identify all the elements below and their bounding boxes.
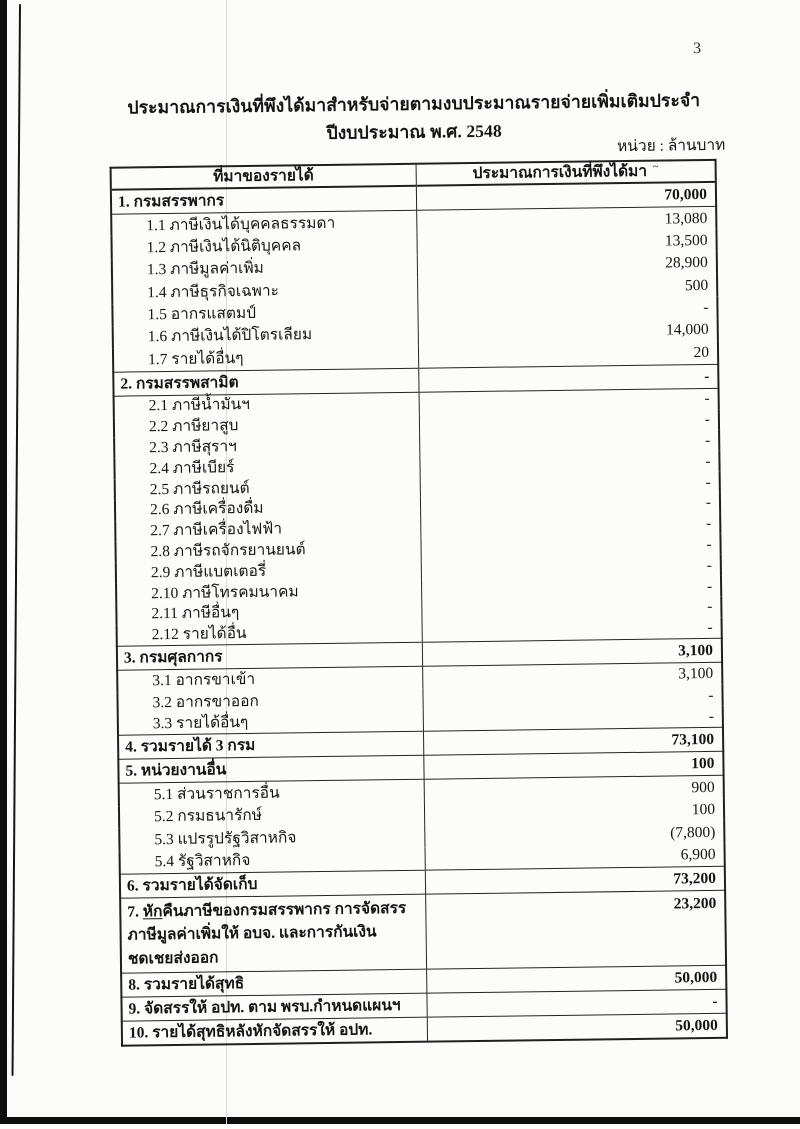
revenue-table <box>110 159 728 1047</box>
row-label: 2.5 ภาษีรถยนต์ <box>115 476 420 501</box>
column-header-source-label: ที่มาของรายได้ <box>213 167 314 186</box>
row-value: 500 <box>684 276 709 294</box>
row-value: (7,800) <box>670 823 716 842</box>
row-label: 5.4 รัฐวิสาหกิจ <box>120 847 425 874</box>
row-label: 7. หักคืนภาษีของกรมสรรพากร การจัดสรรภาษีมูลค่าเพิ่มให้ อบจ. และการกันเงินชดเชยส่งออก <box>120 894 426 973</box>
row-label: 2.1 ภาษีน้ำมันฯ <box>114 392 419 417</box>
row-value: 100 <box>423 751 723 779</box>
row-label: 9. จัดสรรให้ อปท. ตาม พรบ.กำหนดแผนฯ <box>121 993 426 1021</box>
row-label: 3.1 อากรขาเข้า <box>117 667 422 693</box>
row-label: 2.12 รายได้อื่น <box>117 621 422 646</box>
row-label: 3.2 อากรขาออก <box>117 688 422 713</box>
row-value: - <box>704 411 711 429</box>
row-value: 73,100 <box>423 727 723 755</box>
row-label: 2.8 ภาษีรถจักรยานยนต์ <box>115 538 420 563</box>
row-label: 6. รวมรายได้จัดเก็บ <box>120 870 425 898</box>
row-label: 2.10 ภาษีโทรคมนาคม <box>116 580 421 605</box>
row-value: - <box>705 452 711 470</box>
row-label: 4. รวมรายได้ 3 กรม <box>118 731 423 759</box>
row-value: - <box>706 535 712 554</box>
header-footnote-mark: ~ <box>652 161 659 173</box>
row-label: 2.3 ภาษีสุราฯ <box>114 434 419 459</box>
row-label: 5.2 กรมธนารักษ์ <box>119 802 424 828</box>
row-value: - <box>708 707 714 725</box>
row-value: 13,500 <box>664 231 708 250</box>
document-title: ประมาณการเงินที่พึงได้มาสำหรับจ่ายตามงบประมาณรายจ่ายเพิ่มเติมประจำปีงบประมาณ พ.ศ. 2548 <box>127 90 701 143</box>
row-value: 14,000 <box>666 321 709 339</box>
row-label: 3. กรมศุลกากร <box>117 643 422 671</box>
row-label: 2.2 ภาษียาสูบ <box>114 413 419 438</box>
row-value: 23,200 <box>425 890 726 969</box>
row-label: 2. กรมสรรพสามิต <box>113 368 418 396</box>
table-row <box>120 890 726 973</box>
row-value: 6,900 <box>680 846 716 864</box>
row-value: - <box>704 390 710 408</box>
column-header-amount-label: ประมาณการเงินที่พึงได้มา <box>472 163 648 183</box>
row-value: - <box>706 515 712 533</box>
row-value: - <box>707 598 713 616</box>
row-label: 3.3 รายได้อื่นๆ <box>118 710 423 736</box>
row-value: - <box>705 473 711 491</box>
row-label: 1.2 ภาษีเงินได้นิติบุคคล <box>111 233 416 259</box>
row-label: 2.11 ภาษีอื่นๆ <box>116 600 421 625</box>
row-label: 5.1 ส่วนราชการอื่น <box>119 779 424 806</box>
row-value: - <box>426 989 726 1017</box>
row-value: 73,200 <box>425 866 725 894</box>
row-value: - <box>703 299 709 317</box>
page-number: 3 <box>692 40 702 58</box>
unit-label: หน่วย : ล้านบาท <box>617 136 726 156</box>
row-value: - <box>708 686 714 704</box>
row-label: 2.7 ภาษีเครื่องไฟฟ้า <box>115 517 420 542</box>
row-value: 50,000 <box>426 965 726 993</box>
row-value: - <box>707 619 713 637</box>
row-label: 1. กรมสรรพากร <box>111 186 416 214</box>
row-label: 1.3 ภาษีมูลค่าเพิ่ม <box>112 256 417 282</box>
row-value: 100 <box>691 801 716 819</box>
row-value: 900 <box>691 778 715 796</box>
row-value: - <box>706 556 712 574</box>
row-value: 13,080 <box>664 209 708 228</box>
row-value: - <box>704 431 711 450</box>
row-label: 1.7 รายได้อื่นๆ <box>113 345 418 372</box>
row-value: 3,100 <box>422 639 722 667</box>
row-label: 2.6 ภาษีเครื่องดื่ม <box>115 496 420 521</box>
row-label: 5.3 แปรรูปรัฐวิสาหกิจ <box>119 825 424 851</box>
row-value: 20 <box>693 343 710 361</box>
row-label: 2.4 ภาษีเบียร์ <box>114 455 419 480</box>
row-value: 70,000 <box>416 182 716 210</box>
row-label: 1.5 อากรแสตมป์ <box>112 300 417 326</box>
row-value: - <box>418 364 718 392</box>
row-value: 3,100 <box>678 665 714 683</box>
row-value: - <box>706 577 713 595</box>
row-label: 1.6 ภาษีเงินได้ปิโตรเลียม <box>113 323 418 349</box>
row-label: 2.9 ภาษีแบตเตอรี่ <box>116 559 421 584</box>
row-value: - <box>705 494 712 512</box>
row-label: 1.4 ภาษีธุรกิจเฉพาะ <box>112 278 417 304</box>
row-label: 5. หน่วยงานอื่น <box>118 755 423 783</box>
table-body <box>111 182 727 1046</box>
row-value: 50,000 <box>427 1013 727 1041</box>
row-label: 1.1 ภาษีเงินได้บุคคลธรรมดา <box>111 210 416 237</box>
row-value: 28,900 <box>665 254 708 272</box>
row-label: 8. รวมรายได้สุทธิ <box>121 969 426 997</box>
row-label: 10. รายได้สุทธิหลังหักจัดสรรให้ อปท. <box>122 1017 427 1045</box>
